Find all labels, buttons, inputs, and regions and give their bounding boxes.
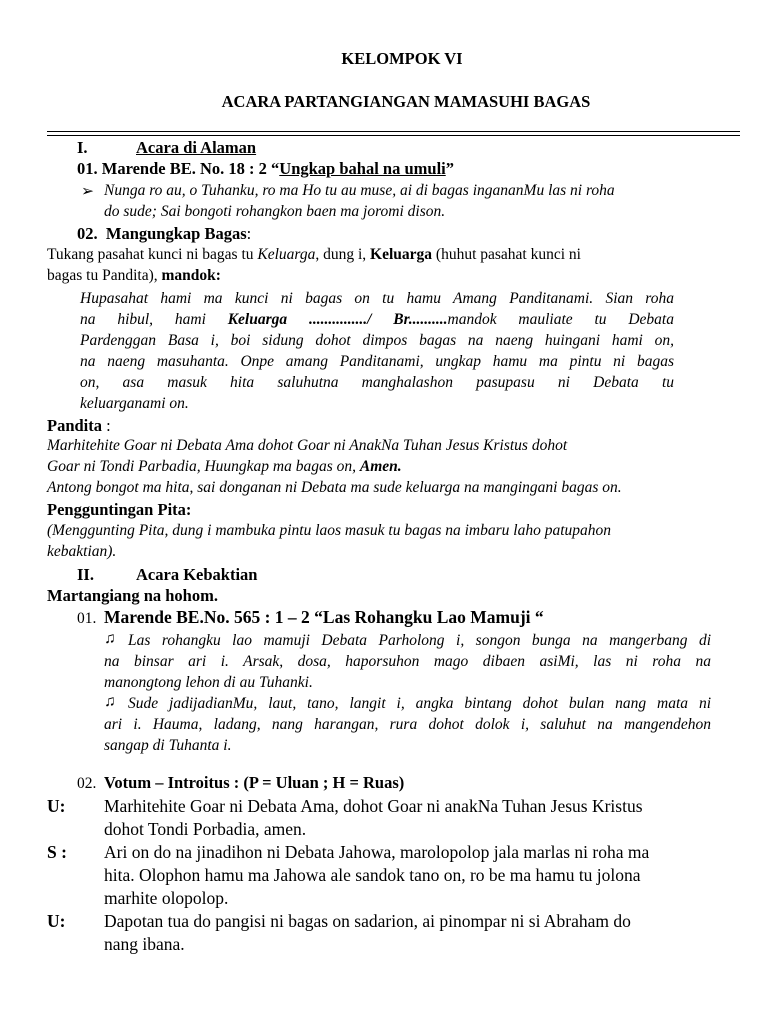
family-statement (80, 288, 674, 414)
item-hymn-close: ” (445, 159, 454, 178)
item-title: Mangungkap Bagas (105, 224, 247, 243)
text-part: .............../ (287, 311, 372, 328)
label-colon: : (102, 416, 111, 435)
liturgy-line: dohot Tondi Porbadia, amen. (104, 819, 307, 839)
liturgy-line: Ari on do na jinadihon ni Debata Jahowa, marolopolop jala marlas ni roha ma (104, 842, 650, 862)
pandita-line-1: Marhitehite Goar ni Debata Ama dohot Goar ni AnakNa Tuhan Jesus Kristus dohot (47, 437, 568, 454)
text-part: Amen. (359, 458, 402, 475)
text-part: , dung i, (315, 246, 371, 263)
text-part: mandok: (161, 267, 221, 284)
header-rule-top (47, 131, 740, 132)
statement-line: Hupasahat hami ma kunci ni bagas on tu hamu Amang Panditanami. Sian roha (80, 290, 674, 307)
pandita-label (47, 416, 111, 436)
liturgy-line: hita. Olophon hamu ma Jahowa ale sandok tano on, ro be ma hamu tu jolona (104, 865, 641, 885)
ribbon-cutting-label: Pengguntingan Pita: (47, 500, 192, 519)
hymn-565-title: Marende BE.No. 565 : 1 – 2 “Las Rohangku Lao Mamuji “ (104, 607, 544, 627)
item-colon: : (246, 224, 252, 243)
liturgy-line: Dapotan tua do pangisi ni bagas on sadarion, ai pinompar ni si Abraham do (104, 911, 631, 931)
pandita-line-2 (47, 458, 402, 476)
text-part: Keluarga (370, 246, 433, 263)
text-part: na hibul, hami (80, 311, 228, 328)
arrow-bullet-icon: ➢ (81, 183, 94, 200)
liturgy-line: marhite olopolop. (104, 888, 229, 908)
hymn-verse-1-cont (104, 651, 711, 693)
liturgy-line: Marhitehite Goar ni Debata Ama, dohot Goar ni anakNa Tuhan Jesus Kristus (104, 796, 643, 816)
text-part: Br.......... (371, 311, 448, 328)
text-part: Keluarga (227, 311, 288, 328)
statement-line: on, asa masuk hita saluhutna manghalashon pasupasu ni Debata tu (80, 374, 674, 391)
statement-line-2 (80, 309, 674, 330)
music-note-icon: ♫ (104, 693, 116, 710)
item-hymn-ref: Marende BE. No. 18 : 2 “ (101, 159, 280, 178)
statement-line: keluarganami on. (80, 395, 189, 412)
item-02-heading (77, 224, 251, 244)
text-part: Keluarga (257, 246, 316, 263)
text-part: mandok mauliate tu Debata (447, 311, 674, 328)
statement-line: Pardenggan Basa i, boi sidung dohot dimpos bagas na naeng huingani hami on, (80, 332, 674, 349)
music-note-icon: ♫ (104, 630, 116, 647)
text-part: (huhut pasahat kunci ni (432, 246, 581, 263)
text-part: Tukang pasahat kunci ni bagas tu (47, 246, 258, 263)
instruction-line-2 (47, 267, 221, 285)
speaker-label: S : (47, 842, 67, 862)
header-rule-bottom (47, 135, 740, 136)
instruction-line-1 (47, 246, 721, 264)
section-2-title: Acara Kebaktian (136, 565, 258, 584)
item-hymn-title: Ungkap bahal na umuli (279, 159, 446, 178)
hymn-lyric-line-1 (104, 182, 615, 200)
verse-line: Las rohangku lao mamuji Debata Parholong i, songon bunga na mangerbang di (128, 632, 711, 649)
lyric-part: Mu las ni roha (523, 182, 615, 199)
ribbon-cutting-line-2: kebaktian). (47, 543, 117, 560)
hymn-lyric-line-2: do sude; Sai bongoti rohangkon baen ma joromi dison. (104, 203, 446, 220)
hymn-verse-2 (128, 693, 711, 714)
text-part: bagas tu Pandita), (47, 267, 162, 284)
page-subtitle: ACARA PARTANGIANGAN MAMASUHI BAGAS (221, 92, 591, 111)
statement-line: na naeng masuhanta. Onpe amang Panditanami, ungkap hamu ma pintu ni bagas (80, 353, 674, 370)
item-number: 02. (77, 224, 98, 243)
ribbon-cutting-line-1: (Menggunting Pita, dung i mambuka pintu laos masuk tu bagas na imbaru laho patupahon (47, 522, 612, 539)
item-number: 01. (77, 159, 98, 178)
verse-line: sangap di Tuhanta i. (104, 737, 232, 754)
pandita-line-3: Antong bongot ma hita, sai donganan ni Debata ma sude keluarga na mangingani bagas on. (47, 479, 622, 496)
verse-line: na binsar ari i. Arsak, dosa, haporsuhon mago dibaen asiMi, las ni roha na (104, 653, 711, 670)
label-text: Pandita (47, 416, 103, 435)
item-02-number: 02. (77, 775, 97, 792)
liturgy-line: nang ibana. (104, 934, 185, 954)
speaker-label: U: (47, 796, 66, 816)
hymn-verse-2-cont (104, 714, 711, 756)
item-01-heading (77, 159, 454, 179)
speaker-label: U: (47, 911, 66, 931)
hymn-verse-1 (128, 630, 711, 651)
text-part: Goar ni Tondi Parbadia, Huungkap ma bagas on, (47, 458, 360, 475)
votum-heading: Votum – Introitus : (P = Uluan ; H = Ruas) (104, 773, 405, 792)
silent-prayer-label: Martangiang na hohom. (47, 586, 218, 605)
verse-line: ari i. Hauma, ladang, nang harangan, rura dohot dolok i, saluhut na mangendehon (104, 716, 711, 733)
section-1-number: I. (77, 138, 88, 157)
item-01-number: 01. (77, 610, 97, 627)
section-2-number: II. (77, 565, 94, 584)
section-1-title: Acara di Alaman (136, 138, 257, 157)
verse-line: manongtong lehon di au Tuhanki. (104, 674, 313, 691)
lyric-part: Nunga ro au, o Tuhanku, ro ma Ho tu au muse, ai di bagas inganan (104, 182, 524, 199)
page-title: KELOMPOK VI (341, 49, 463, 68)
verse-line: Sude jadijadianMu, laut, tano, langit i, angka bintang dohot bulan nang mata ni (128, 695, 711, 712)
